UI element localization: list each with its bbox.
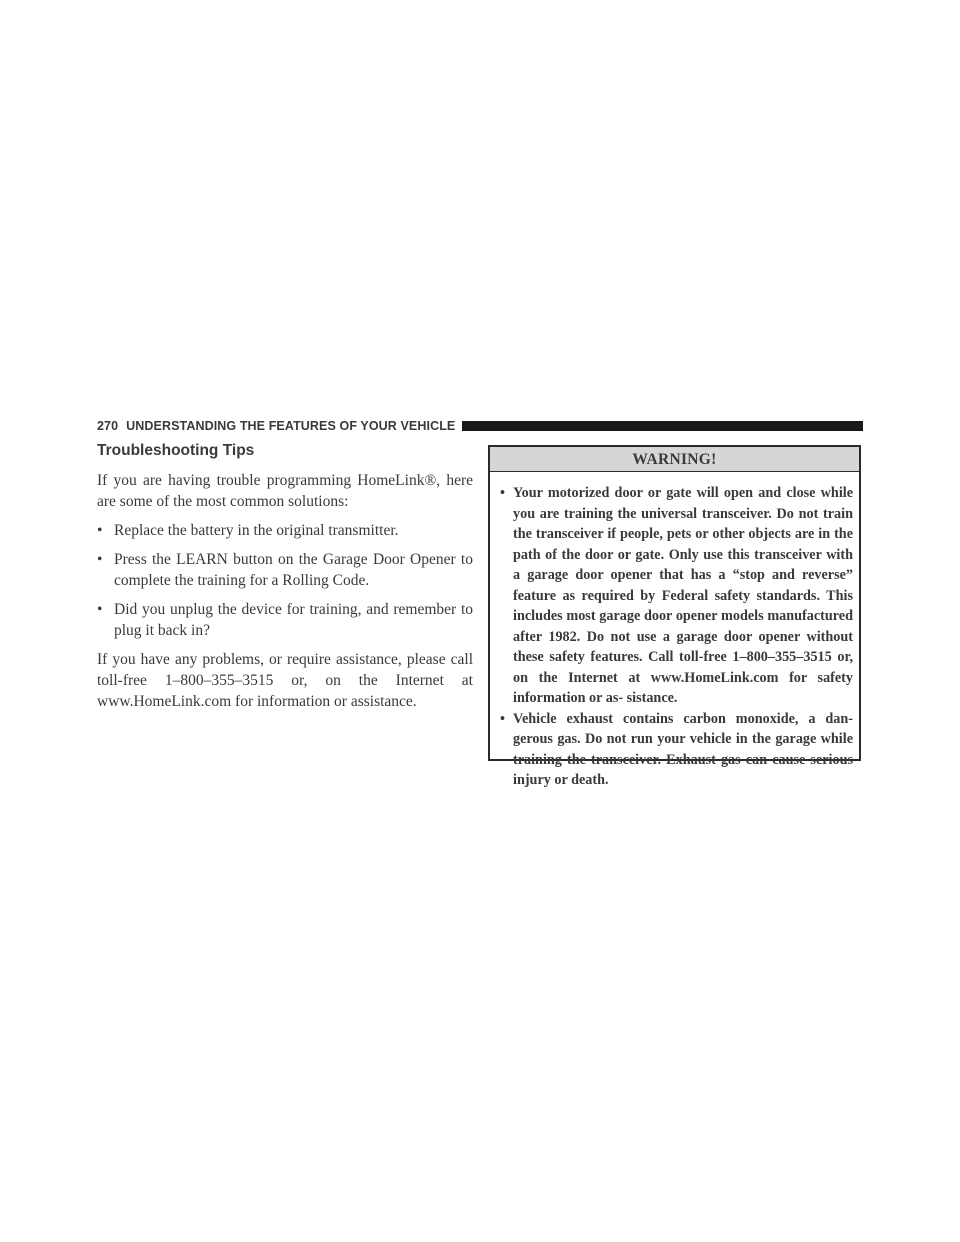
bullet-icon: • xyxy=(97,601,103,618)
warning-text: Your motorized door or gate will open and close while you are training the universal transceiver. Do not train the transceiver if people, pets or other objects are in the path of the door or gate. Only use this transceiver with a garage door opener that has a “stop and reverse” feature as required by Federal safety standards. This includes most garage door opener models manufactured after 1982. Do not use a garage door opener without these safety features. Call toll-free 1–800–355–3515 or, on the Internet at www.HomeLink.com for safety information or as- sistance. xyxy=(513,485,853,706)
troubleshooting-section xyxy=(97,442,473,720)
list-item xyxy=(97,520,473,541)
list-item xyxy=(97,599,473,641)
section-title: UNDERSTANDING THE FEATURES OF YOUR VEHICLE xyxy=(126,419,456,433)
warning-list xyxy=(490,472,859,791)
tips-list xyxy=(97,520,473,641)
list-item xyxy=(97,549,473,591)
bullet-icon: • xyxy=(97,522,103,539)
closing-paragraph: If you have any problems, or require assistance, please call toll-free 1–800–355–3515 or, on the Internet at www.HomeLink.com for information or assistance. xyxy=(97,651,473,710)
page-number: 270 xyxy=(97,419,119,433)
intro-paragraph: If you are having trouble programming HomeLink®, here are some of the most common solutions: xyxy=(97,472,473,510)
warning-title: WARNING! xyxy=(490,447,859,472)
page-header xyxy=(97,417,863,435)
header-rule xyxy=(462,421,863,431)
list-item xyxy=(500,709,853,791)
list-item xyxy=(500,483,853,709)
warning-text: Vehicle exhaust contains carbon monoxide, a dan- gerous gas. Do not run your vehicle in the garage while training the transceiver. Exhaust gas can cause serious injury or death. xyxy=(513,710,853,788)
warning-box xyxy=(488,445,861,788)
tip-text: Press the LEARN button on the Garage Door Opener to complete the training for a Rolling Code. xyxy=(114,551,473,589)
tip-text: Replace the battery in the original transmitter. xyxy=(114,522,399,539)
bullet-icon: • xyxy=(500,485,505,501)
bullet-icon: • xyxy=(500,710,505,727)
troubleshooting-heading: Troubleshooting Tips xyxy=(97,442,255,459)
bullet-icon: • xyxy=(97,551,103,568)
tip-text: Did you unplug the device for training, and remember to plug it back in? xyxy=(114,601,473,639)
